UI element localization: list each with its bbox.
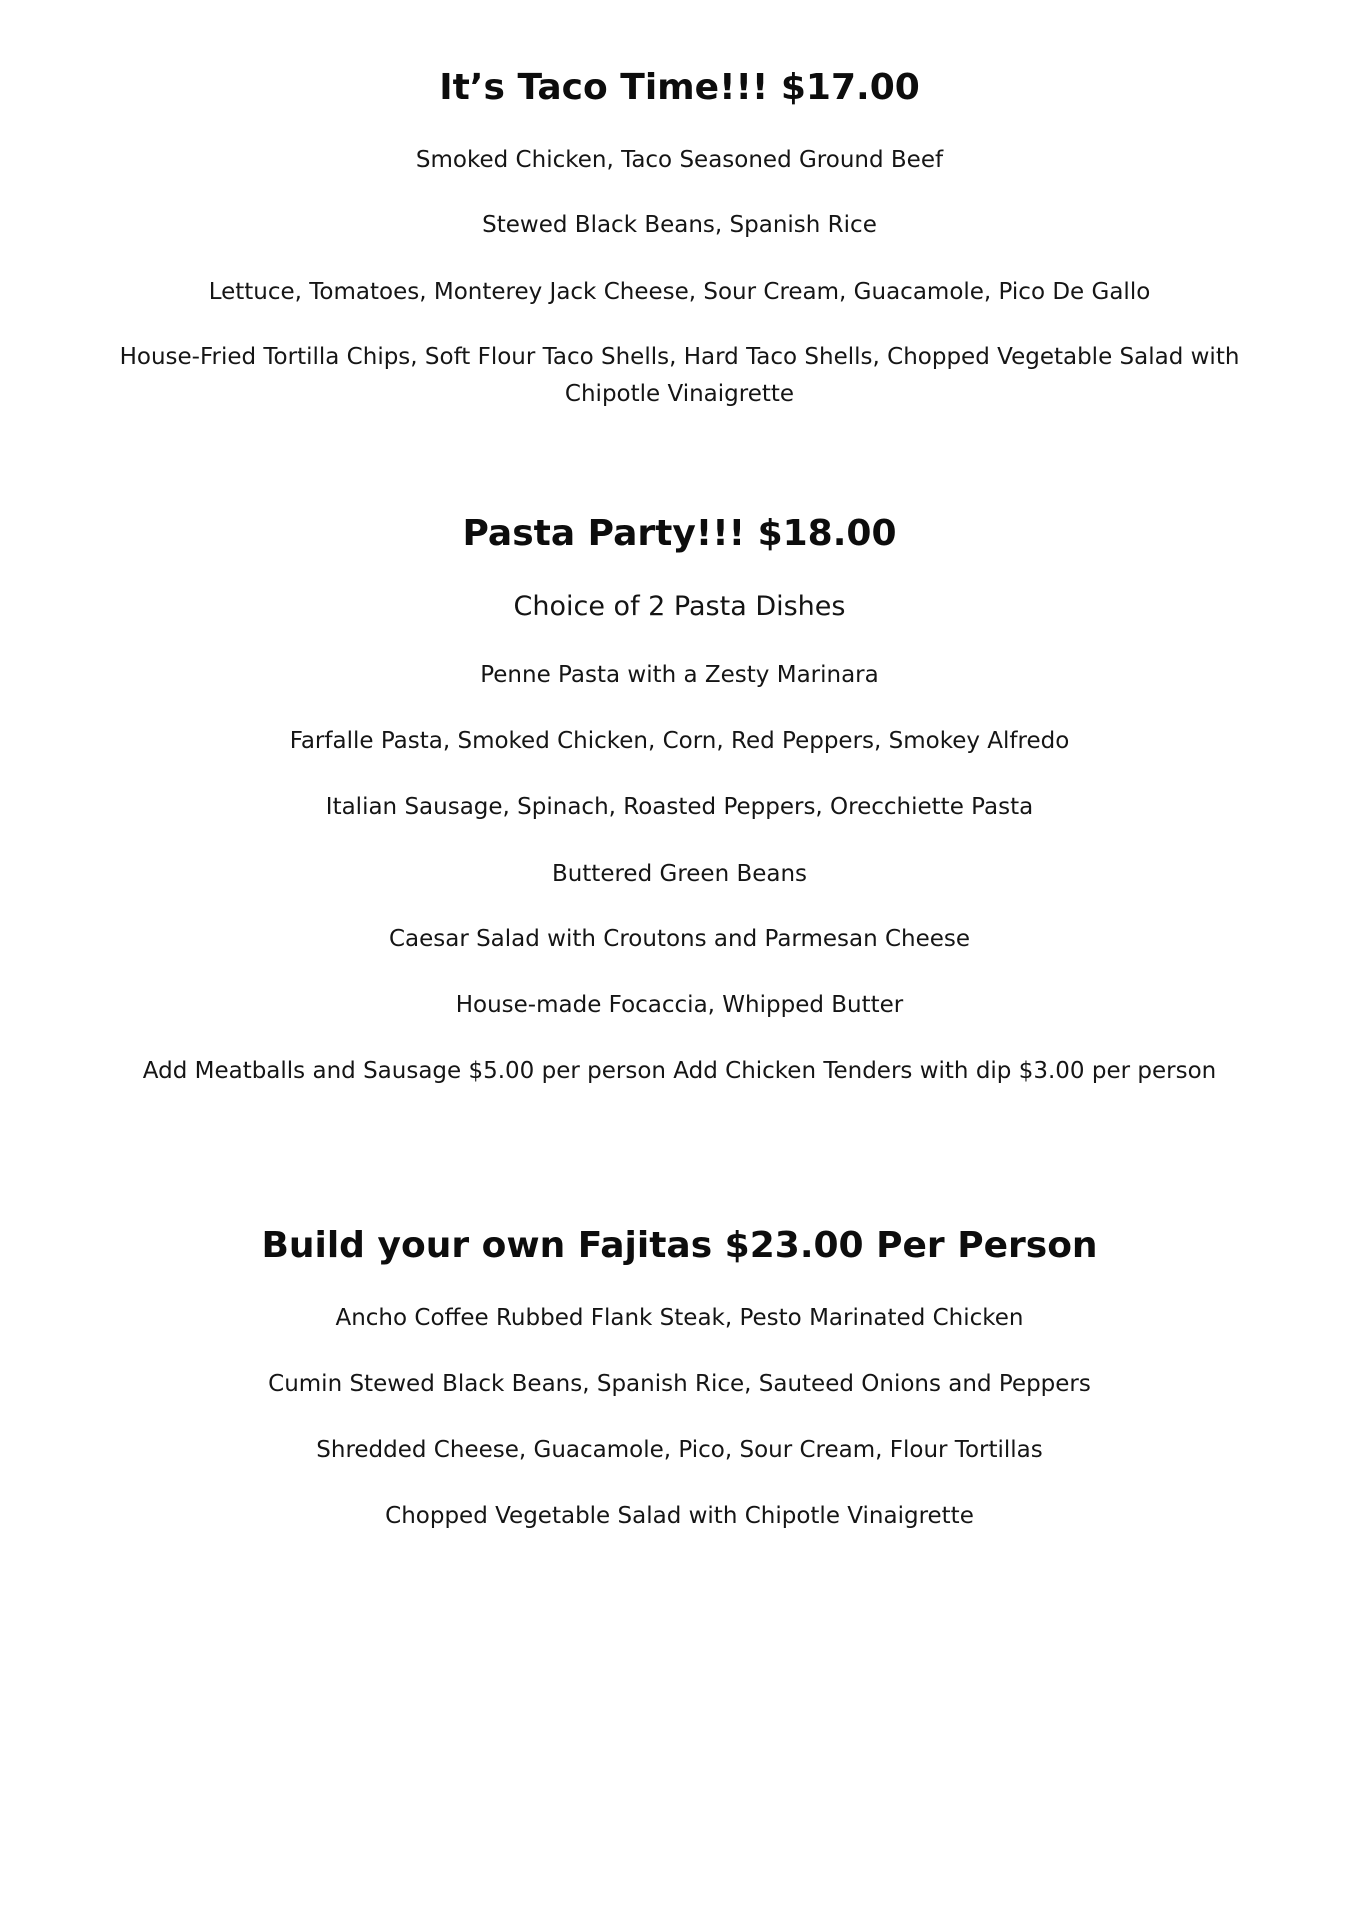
fajitas-item-salad: Chopped Vegetable Salad with Chipotle Vinaigrette: [385, 1503, 974, 1529]
pasta-item-focaccia: House-made Focaccia, Whipped Butter: [455, 992, 904, 1018]
pasta-item-green-beans: Buttered Green Beans: [551, 861, 808, 887]
fajitas-item-proteins: Ancho Coffee Rubbed Flank Steak, Pesto Marinated Chicken: [335, 1305, 1024, 1331]
pasta-section-subtitle: Choice of 2 Pasta Dishes: [513, 591, 846, 622]
pasta-item-caesar-salad: Caesar Salad with Croutons and Parmesan Cheese: [388, 926, 971, 952]
pasta-item-orecchiette: Italian Sausage, Spinach, Roasted Peppers, Orecchiette Pasta: [325, 794, 1034, 820]
pasta-item-penne: Penne Pasta with a Zesty Marinara: [480, 662, 879, 688]
fajitas-item-toppings: Shredded Cheese, Guacamole, Pico, Sour Cream, Flour Tortillas: [316, 1437, 1043, 1463]
pasta-section-title: Pasta Party!!! $18.00: [462, 513, 897, 554]
taco-item-shells-salad: House-Fried Tortilla Chips, Soft Flour Taco Shells, Hard Taco Shells, Chopped Vegetable Salad with Chipotle Vinaigrette: [119, 344, 1240, 407]
taco-item-proteins: Smoked Chicken, Taco Seasoned Ground Beef: [415, 147, 944, 173]
fajitas-section-title: Build your own Fajitas $23.00 Per Person: [261, 1225, 1098, 1266]
fajitas-item-sides: Cumin Stewed Black Beans, Spanish Rice, Sauteed Onions and Peppers: [268, 1371, 1091, 1397]
taco-item-sides: Stewed Black Beans, Spanish Rice: [482, 212, 877, 238]
taco-section-title: It’s Taco Time!!! $17.00: [439, 67, 920, 108]
pasta-item-add-ons: Add Meatballs and Sausage $5.00 per person Add Chicken Tenders with dip $3.00 per person: [142, 1058, 1217, 1084]
pasta-item-farfalle: Farfalle Pasta, Smoked Chicken, Corn, Red Peppers, Smokey Alfredo: [289, 728, 1070, 754]
taco-item-toppings: Lettuce, Tomatoes, Monterey Jack Cheese, Sour Cream, Guacamole, Pico De Gallo: [208, 279, 1151, 305]
